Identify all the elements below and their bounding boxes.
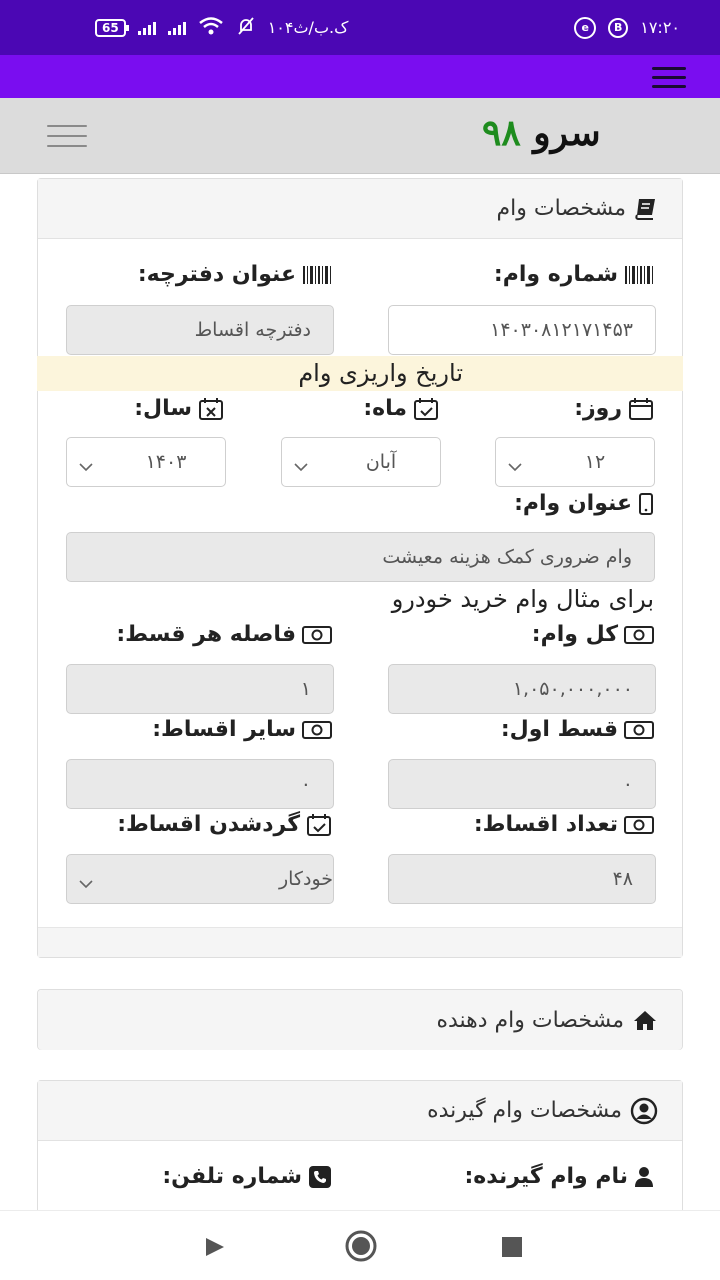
home-icon	[632, 1009, 658, 1031]
brand-number: ۹۸	[482, 112, 521, 154]
rounding-label-text: گردشدن اقساط:	[117, 812, 300, 837]
first-installment-value: ۰	[622, 773, 633, 795]
loan-number-label	[494, 262, 654, 287]
rounding-value: خودکار	[278, 868, 333, 890]
signal-icon	[138, 21, 156, 35]
month-label-text: ماه:	[363, 396, 407, 421]
installments-count-value: ۴۸	[612, 868, 633, 890]
phone-icon	[308, 1165, 332, 1189]
chevron-down-icon	[79, 455, 93, 477]
loan-title-label-text: عنوان وام:	[514, 491, 632, 516]
lender-details-header[interactable]	[38, 990, 682, 1050]
mute-bell-icon	[236, 16, 256, 40]
day-value: ۱۲	[584, 451, 606, 473]
calendar-check-icon	[306, 813, 332, 837]
brand-logo[interactable]	[482, 112, 601, 154]
booklet-title-value: دفترچه اقساط	[194, 319, 311, 341]
first-installment-input[interactable]	[388, 759, 656, 809]
loan-number-value: ۱۴۰۳۰۸۱۲۱۷۱۴۵۳	[490, 319, 633, 341]
year-label	[134, 396, 224, 421]
day-select[interactable]	[495, 437, 655, 487]
first-installment-label-text: قسط اول:	[500, 717, 618, 742]
chevron-down-icon	[508, 455, 522, 477]
home-circle-icon[interactable]	[344, 1229, 378, 1263]
status-right	[574, 17, 680, 39]
other-installments-input[interactable]	[66, 759, 334, 809]
installment-interval-label	[116, 622, 332, 647]
recents-square-icon[interactable]	[498, 1233, 526, 1261]
booklet-title-label-text: عنوان دفترچه:	[137, 262, 296, 287]
other-installments-label	[152, 717, 332, 742]
total-loan-input[interactable]	[388, 664, 656, 714]
total-loan-label-text: کل وام:	[531, 622, 618, 647]
card-footer	[38, 927, 682, 957]
back-triangle-icon[interactable]	[200, 1233, 228, 1261]
installments-count-label	[474, 812, 654, 837]
borrower-details-title: مشخصات وام گیرنده	[427, 1098, 622, 1123]
other-installments-value: ۰	[300, 773, 311, 795]
year-value: ۱۴۰۳	[145, 451, 187, 473]
system-nav-bar	[0, 1210, 720, 1280]
loan-number-label-text: شماره وام:	[493, 262, 618, 287]
month-value: آبان	[365, 451, 397, 473]
money-bill-icon	[624, 815, 654, 835]
calendar-x-icon	[198, 397, 224, 421]
lender-details-card	[37, 989, 683, 1050]
mobile-icon	[638, 493, 654, 515]
calendar-check-icon	[413, 397, 439, 421]
deposit-date-banner: تاریخ واریزی وام	[37, 356, 683, 391]
loan-details-title: مشخصات وام	[496, 196, 626, 221]
first-installment-label	[501, 717, 654, 742]
loan-title-value: وام ضروری کمک هزینه معیشت	[382, 546, 632, 568]
battery-icon	[95, 19, 126, 37]
year-select[interactable]	[66, 437, 226, 487]
loan-title-hint: برای مثال وام خرید خودرو	[391, 585, 654, 613]
loan-details-header[interactable]	[38, 179, 682, 239]
lender-details-title: مشخصات وام دهنده	[436, 1007, 624, 1033]
loan-number-input[interactable]	[388, 305, 656, 355]
status-left	[95, 16, 348, 40]
menu-toggle-icon[interactable]	[47, 125, 87, 147]
app-bar	[0, 55, 720, 98]
wifi-icon	[198, 16, 224, 40]
rounding-select[interactable]	[66, 854, 334, 904]
money-bill-icon	[624, 720, 654, 740]
loan-title-input[interactable]	[66, 532, 655, 582]
booklet-title-label	[138, 262, 332, 287]
chevron-down-icon	[294, 455, 308, 477]
phone-label	[162, 1164, 332, 1189]
status-bar	[0, 0, 720, 55]
loan-title-label	[514, 491, 654, 516]
site-header	[0, 98, 720, 174]
brand-name: سرو	[533, 112, 601, 154]
borrower-name-label	[464, 1164, 654, 1189]
barcode-icon	[624, 265, 654, 285]
borrower-name-label-text: نام وام گیرنده:	[464, 1164, 628, 1189]
battery-level: 65	[102, 20, 119, 35]
installment-interval-label-text: فاصله هر قسط:	[116, 622, 296, 647]
installment-interval-input[interactable]	[66, 664, 334, 714]
month-label	[363, 396, 439, 421]
calendar-icon	[628, 397, 654, 421]
clock: ۱۷:۲۰	[640, 18, 680, 37]
money-bill-icon	[302, 625, 332, 645]
money-bill-icon	[302, 720, 332, 740]
installments-count-input[interactable]	[388, 854, 656, 904]
chevron-down-icon	[79, 872, 93, 894]
user-circle-icon	[630, 1097, 658, 1125]
borrower-details-header[interactable]	[38, 1081, 682, 1141]
hamburger-menu-icon[interactable]	[652, 67, 686, 88]
book-icon	[634, 198, 658, 220]
day-label	[574, 396, 654, 421]
month-select[interactable]	[281, 437, 441, 487]
total-loan-label	[532, 622, 654, 647]
year-label-text: سال:	[134, 396, 192, 421]
b-badge-icon: B	[608, 18, 628, 38]
network-speed: ۱۰۴ک.ب/ث	[267, 18, 349, 37]
day-label-text: روز:	[574, 396, 622, 421]
signal-icon-2	[168, 21, 186, 35]
browser-icon: e	[574, 17, 596, 39]
other-installments-label-text: سایر اقساط:	[152, 717, 296, 742]
barcode-icon	[302, 265, 332, 285]
installments-count-label-text: تعداد اقساط:	[473, 812, 618, 837]
total-loan-value: ۱,۰۵۰,۰۰۰,۰۰۰	[512, 678, 633, 700]
user-icon	[634, 1166, 654, 1188]
phone-label-text: شماره تلفن:	[162, 1164, 302, 1189]
booklet-title-input[interactable]	[66, 305, 334, 355]
rounding-label	[117, 812, 332, 837]
installment-interval-value: ۱	[300, 678, 311, 700]
money-bill-icon	[624, 625, 654, 645]
